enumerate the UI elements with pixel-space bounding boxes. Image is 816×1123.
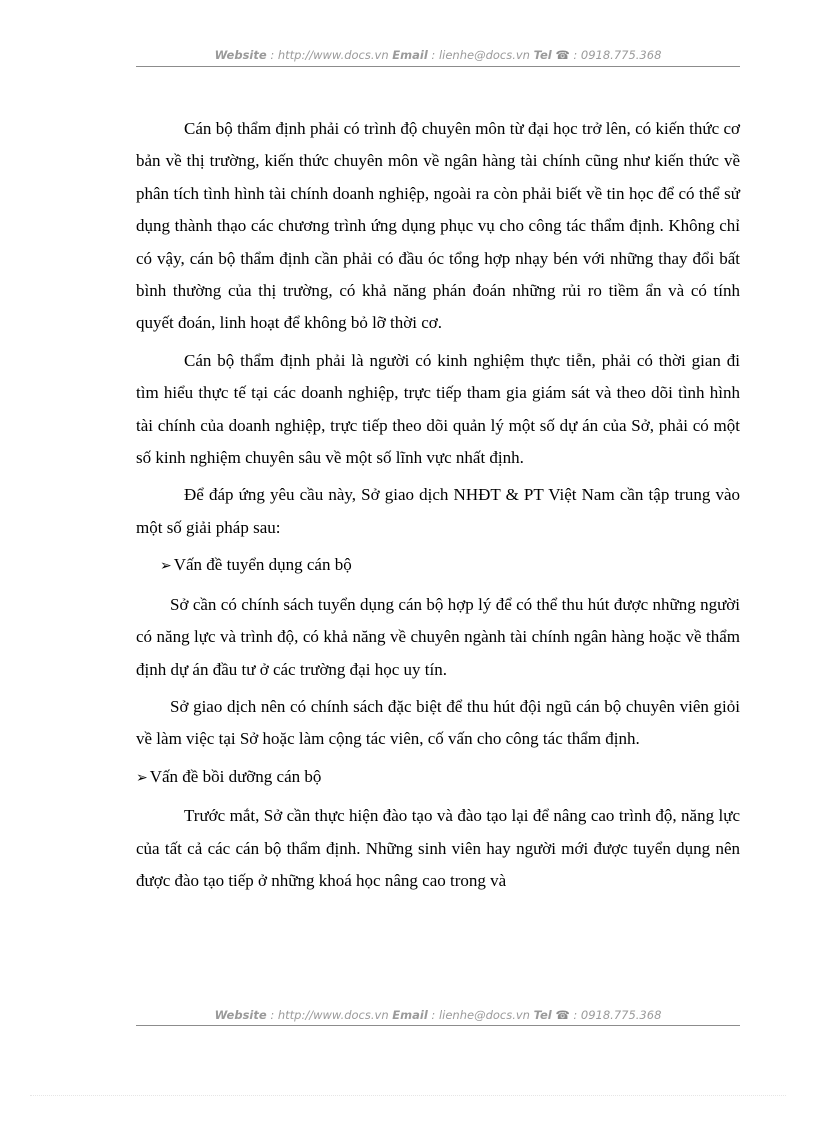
arrow-bullet-icon: ➢ (136, 770, 148, 786)
header-website-label: Website (214, 48, 267, 62)
footer-email-label: Email (392, 1008, 428, 1022)
footer-email-value: : lienhe@docs.vn (427, 1008, 534, 1022)
page-header (136, 47, 740, 63)
paragraph-qualifications: Cán bộ thẩm định phải có trình độ chuyên môn từ đại học trở lên, có kiến thức cơ bản về thị trường, kiến thức chuyên môn về ngân hàng tài chính cũng như kiến thức về phân tích tình hình tài chính doanh nghiệp, ngoài ra còn phải biết về tin học để có thể sử dụng thành thạo các chương trình ứng dụng phục vụ cho công tác thẩm định. Không chỉ có vậy, cán bộ thẩm định cần phải có đầu óc tổng hợp nhạy bén với những thay đổi bất bình thường của thị trường, có khả năng phán đoán những rủi ro tiềm ẩn và có tính quyết đoán, linh hoạt để không bỏ lỡ thời cơ. (136, 119, 740, 333)
footer-website-label: Website (214, 1008, 267, 1022)
phone-icon: ☎ (555, 48, 570, 62)
arrow-bullet-icon: ➢ (160, 559, 172, 575)
header-tel-value: : 0918.775.368 (569, 48, 662, 62)
footer-tel-value: : 0918.775.368 (569, 1008, 662, 1022)
bullet-recruitment-text: Vấn đề tuyển dụng cán bộ (173, 555, 352, 575)
header-email-value: : lienhe@docs.vn (427, 48, 534, 62)
footer-tel-label: Tel (533, 1008, 552, 1022)
paragraph-experience: Cán bộ thẩm định phải là người có kinh nghiệm thực tiễn, phải có thời gian đi tìm hiểu thực tế tại các doanh nghiệp, trực tiếp tham gia giám sát và theo dõi tình hình tài chính của doanh nghiệp, trực tiếp theo dõi quản lý một số dự án của Sở, phải có một số kinh nghiệm chuyên sâu về một số lĩnh vực nhất định. (136, 350, 740, 468)
document-body (136, 113, 740, 902)
phone-icon: ☎ (555, 1008, 570, 1022)
paragraph-recruitment-policy: Sở cần có chính sách tuyển dụng cán bộ hợp lý để có thể thu hút được những người có năng lực và trình độ, có khả năng về chuyên ngành tài chính ngân hàng hoặc về thẩm định dự án đầu tư ở các trường đại học uy tín. (136, 594, 740, 679)
footer-rule (136, 1025, 740, 1026)
paragraph-special-policy: Sở giao dịch nên có chính sách đặc biệt để thu hút đội ngũ cán bộ chuyên viên giỏi về làm việc tại Sở hoặc làm cộng tác viên, cố vấn cho công tác thẩm định. (136, 696, 740, 749)
page-bottom-divider (30, 1095, 786, 1096)
bullet-training (136, 761, 740, 795)
bullet-recruitment (136, 549, 740, 583)
paragraph-training: Trước mắt, Sở cần thực hiện đào tạo và đào tạo lại để nâng cao trình độ, năng lực của tất cả các cán bộ thẩm định. Những sinh viên hay người mới được tuyển dụng nên được đào tạo tiếp ở những khoá học nâng cao trong và (136, 806, 740, 890)
header-rule (136, 66, 740, 67)
footer-website-value: : http://www.docs.vn (266, 1008, 393, 1022)
paragraph-solutions-intro: Để đáp ứng yêu cầu này, Sở giao dịch NHĐT & PT Việt Nam cần tập trung vào một số giải pháp sau: (136, 485, 740, 537)
header-tel-label: Tel (533, 48, 552, 62)
header-website-value: : http://www.docs.vn (266, 48, 393, 62)
bullet-training-text: Vấn đề bồi dưỡng cán bộ (149, 766, 322, 786)
page-footer (136, 1007, 740, 1023)
header-email-label: Email (392, 48, 428, 62)
